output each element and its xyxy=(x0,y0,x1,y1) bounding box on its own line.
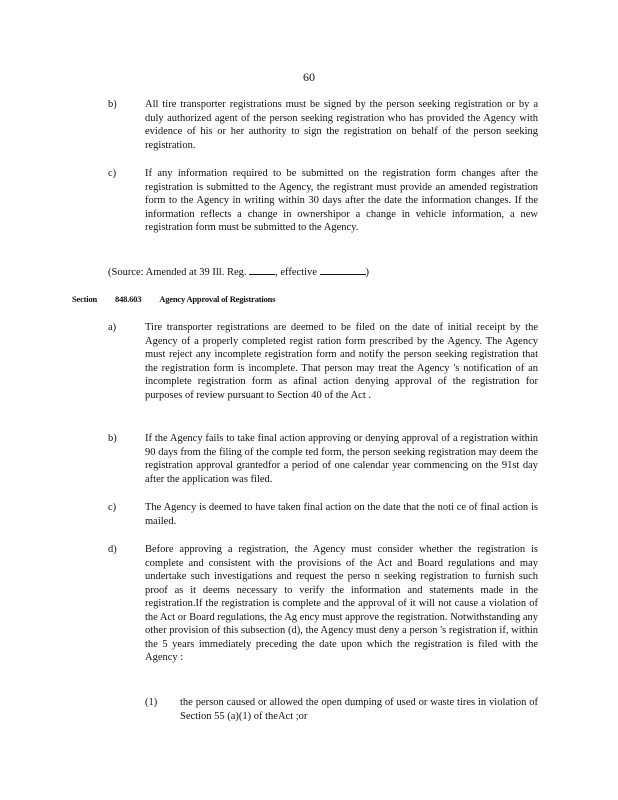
paragraph-label: b) xyxy=(108,99,117,110)
paragraph-text: Tire transporter registrations are deemed to be filed on the date of initial receipt by the Agency of a properly completed regist ration form prescribed by the Agency. The Agency must reject any incomplete registration form and notify the person seeking registration that the registration form is incomplete. That person may treat the Agency 's notification of an incomplete registration form as afinal action denying approval of the registration for purposes of review pursuant to Section 40 of the Act . xyxy=(145,322,538,401)
section-heading xyxy=(72,294,293,304)
section-title: Agency Approval of Registrations xyxy=(159,294,276,304)
source-blank-register xyxy=(249,264,275,275)
source-prefix: (Source: Amended at 39 Ill. Reg. xyxy=(108,267,247,278)
source-note xyxy=(108,264,369,280)
paragraph-b-signature xyxy=(108,98,538,152)
paragraph-text: Before approving a registration, the Agency must consider whether the registration is complete and consistent with the provisions of the Act and Board regulations and may undertake such investigations and request the perso n seeking registration to furnish such proof as it deems necessary to verify the information and statements made in the registration.If the registration is complete and the approval of it will not cause a violation of the Act or Board regulations, the Ag ency must approve the registration. Notwithstanding any other provision of this subsection (d), the Agency must deny a person 's registration if, within the 5 years immediately preceding the date upon which the registration is filed with the Agency : xyxy=(145,544,538,663)
sub-paragraph-label: (1) xyxy=(145,697,158,708)
sub-paragraph-text: the person caused or allowed the open dumping of used or waste tires in violation of Section 55 (a)(1) of theAct ;or xyxy=(180,697,538,722)
paragraph-b-final-action xyxy=(108,432,538,486)
source-suffix: ) xyxy=(365,267,370,278)
paragraph-text: The Agency is deemed to have taken final action on the date that the noti ce of final action is mailed. xyxy=(145,502,538,527)
source-middle: , effective xyxy=(275,267,317,278)
paragraph-label: b) xyxy=(108,433,117,444)
section-word: Section xyxy=(72,294,98,304)
paragraph-d-approval-criteria xyxy=(108,543,538,665)
page-number: 60 xyxy=(303,70,315,84)
paragraph-a-filing-date xyxy=(108,321,538,402)
section-number: 848.603 xyxy=(115,294,142,304)
paragraph-label: c) xyxy=(108,502,117,513)
paragraph-c-deemed-final xyxy=(108,501,538,528)
paragraph-text: If the Agency fails to take final action approving or denying approval of a registration within 90 days from the filing of the comple ted form, the person seeking registration may deem the registration approval grantedfor a period of one calendar year commencing on the 91st day after the application was filed. xyxy=(145,433,538,485)
source-blank-effective xyxy=(320,264,366,275)
paragraph-text: If any information required to be submitted on the registration form changes after the registration is submitted to the Agency, the registrant must provide an amended registration form to the Agency in writing within 30 days after the date the information changes. If the information reflects a change in ownershipor a change in vehicle information, a new registration form must be submitted to the Agency. xyxy=(145,168,538,233)
paragraph-text: All tire transporter registrations must be signed by the person seeking registration or by a duly authorized agent of the person seeking registration who has provided the Agency with evidence of his or her authority to sign the registration on behalf of the person seeking registration. xyxy=(145,99,538,151)
paragraph-label: d) xyxy=(108,544,117,555)
sub-paragraph-1 xyxy=(145,696,538,723)
paragraph-label: c) xyxy=(108,168,117,179)
paragraph-label: a) xyxy=(108,322,117,333)
paragraph-c-information-change xyxy=(108,167,538,235)
